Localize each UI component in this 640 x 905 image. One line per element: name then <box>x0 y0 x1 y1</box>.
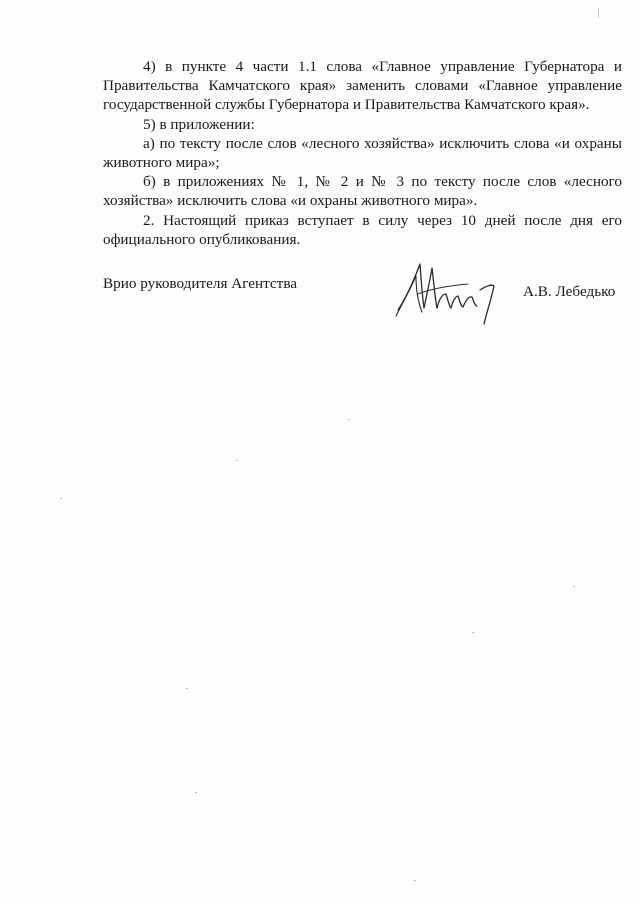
paragraph-clause-2: 2. Настоящий приказ вступает в силу через 10 дней после дня его официального опубликования. <box>103 211 622 248</box>
paragraph-item-5: 5) в приложении: <box>143 115 255 133</box>
document-body <box>103 57 622 249</box>
scan-speck <box>186 688 188 689</box>
paragraph-item-4: 4) в пункте 4 части 1.1 слова «Главное управление Губернатора и Правительства Камчатского края» заменить словами «Главное управление государственной службы Губернатора и Правительства Камчатского края». <box>103 58 622 114</box>
scan-speck <box>472 632 474 633</box>
scan-speck <box>348 419 350 420</box>
signatory-position: Врио руководителя Агентства <box>103 275 298 292</box>
scan-speck <box>573 586 575 587</box>
paragraph-subitem-b: б) в приложениях № 1, № 2 и № 3 по тексту после слов «лесного хозяйства» исключить слова «и охраны животного мира». <box>103 173 622 210</box>
scan-speck <box>236 460 238 461</box>
handwritten-signature <box>394 254 502 330</box>
scan-speck <box>60 498 62 499</box>
scan-mark <box>598 8 599 18</box>
signatory-name: А.В. Лебедько <box>523 283 616 300</box>
scan-speck <box>414 880 416 881</box>
paragraph-subitem-a: а) по тексту после слов «лесного хозяйства» исключить слова «и охраны животного мира»; <box>103 134 622 172</box>
scan-speck <box>195 792 197 793</box>
